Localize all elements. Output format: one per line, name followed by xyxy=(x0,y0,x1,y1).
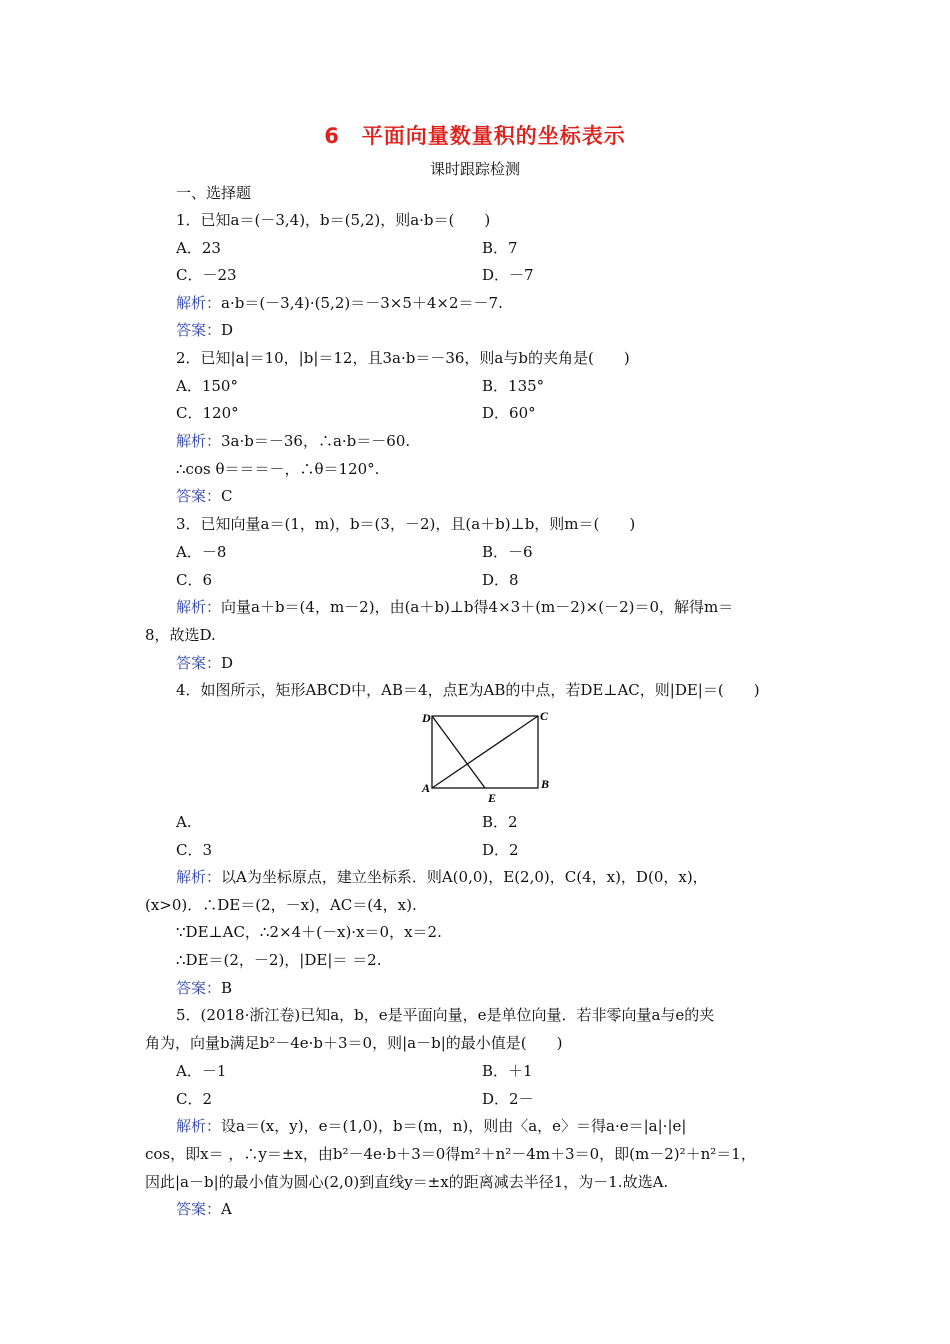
q3-solution xyxy=(176,597,733,617)
q1-option-d: D．－7 xyxy=(482,266,534,284)
q4-answer-value: B xyxy=(221,979,233,997)
page-subtitle: 课时跟踪检测 xyxy=(429,160,520,178)
q4-solution xyxy=(176,867,708,887)
q4-option-c: C．3 xyxy=(176,841,213,859)
q5-option-b: B．＋1 xyxy=(482,1062,533,1080)
q5-stem-line2: 角为，向量b满足b²－4e·b＋3＝0，则|a－b|的最小值是( ) xyxy=(145,1034,563,1052)
q5-stem: 5．(2018·浙江卷)已知a，b，e是平面向量，e是单位向量．若非零向量a与e的夹 xyxy=(176,1006,715,1024)
q5-solution-line3: 因此|a－b|的最小值为圆心(2,0)到直线y＝±x的距离减去半径1，为－1.故选A. xyxy=(145,1173,669,1191)
q3-option-b: B．－6 xyxy=(482,543,533,561)
answer-label: 答案： xyxy=(176,487,222,505)
q1-answer xyxy=(176,320,233,340)
q1-solution-text: a·b＝(－3,4)·(5,2)＝－3×5＋4×2＝－7. xyxy=(221,294,503,312)
q5-option-d: D．2－ xyxy=(482,1090,534,1108)
section-heading: 一、选择题 xyxy=(176,184,252,202)
answer-label: 答案： xyxy=(176,654,222,672)
q2-option-c: C．120° xyxy=(176,404,239,422)
q3-solution-text: 向量a＋b＝(4，m－2)，由(a＋b)⊥b得4×3＋(m－2)×(－2)＝0，解得m＝ xyxy=(221,598,734,616)
q3-stem: 3．已知向量a＝(1，m)，b＝(3，－2)，且(a＋b)⊥b，则m＝( ) xyxy=(176,515,636,533)
q4-solution-line2: (x>0)．∴DE＝(2，－x)，AC＝(4，x). xyxy=(145,896,417,914)
q4-option-d: D．2 xyxy=(482,841,519,859)
q1-stem: 1．已知a＝(－3,4)，b＝(5,2)，则a·b＝( ) xyxy=(176,211,491,229)
q1-solution xyxy=(176,293,503,313)
q2-solution xyxy=(176,431,410,451)
q1-option-b: B．7 xyxy=(482,239,518,257)
q3-option-d: D．8 xyxy=(482,571,519,589)
q4-answer xyxy=(176,978,232,998)
q4-solution-text: 以A为坐标原点，建立坐标系．则A(0,0)，E(2,0)，C(4，x)，D(0，x)， xyxy=(221,868,708,886)
page-title: 6 平面向量数量积的坐标表示 xyxy=(324,124,626,148)
q2-answer xyxy=(176,486,233,506)
q5-answer-value: A xyxy=(221,1200,232,1218)
vertex-label-d: D xyxy=(422,711,431,725)
q5-answer xyxy=(176,1199,232,1219)
q2-stem: 2．已知|a|＝10，|b|＝12，且3a·b＝－36，则a与b的夹角是( ) xyxy=(176,349,630,367)
q3-option-a: A．－8 xyxy=(176,543,227,561)
vertex-label-a: A xyxy=(422,781,431,795)
solution-label: 解析： xyxy=(176,432,222,450)
answer-label: 答案： xyxy=(176,1200,222,1218)
q4-option-a: A. xyxy=(176,813,192,831)
diagonal-ac xyxy=(432,716,538,788)
q1-option-a: A．23 xyxy=(176,239,221,257)
q5-option-c: C．2 xyxy=(176,1090,213,1108)
q3-answer xyxy=(176,653,233,673)
q1-answer-value: D xyxy=(221,321,234,339)
solution-label: 解析： xyxy=(176,1117,222,1135)
vertex-label-c: C xyxy=(540,709,549,723)
vertex-label-b: B xyxy=(541,777,550,791)
rectangle-figure xyxy=(420,706,560,806)
answer-label: 答案： xyxy=(176,321,222,339)
q4-solution-line4: ∴DE＝(2，－2)，|DE|＝ ＝2. xyxy=(176,951,382,969)
q4-option-b: B．2 xyxy=(482,813,518,831)
q4-stem: 4．如图所示，矩形ABCD中，AB＝4，点E为AB的中点，若DE⊥AC，则|DE|＝( ) xyxy=(176,681,760,699)
solution-label: 解析： xyxy=(176,598,222,616)
q5-solution-text: 设a＝(x，y)，e＝(1,0)，b＝(m，n)，则由〈a，e〉＝得a·e＝|a|·|e| xyxy=(221,1117,687,1135)
q4-solution-line3: ∵DE⊥AC，∴2×4＋(－x)·x＝0，x＝2. xyxy=(176,923,442,941)
q2-option-b: B．135° xyxy=(482,377,545,395)
q5-solution xyxy=(176,1116,686,1136)
vertex-label-e: E xyxy=(488,791,497,805)
q3-solution-line2: 8，故选D. xyxy=(145,626,216,644)
q2-option-d: D．60° xyxy=(482,404,536,422)
q5-option-a: A．－1 xyxy=(176,1062,227,1080)
q1-option-c: C．－23 xyxy=(176,266,237,284)
q3-option-c: C．6 xyxy=(176,571,213,589)
segment-de xyxy=(432,716,485,788)
solution-label: 解析： xyxy=(176,294,222,312)
q3-answer-value: D xyxy=(221,654,234,672)
q2-solution-text: 3a·b＝－36，∴a·b＝－60. xyxy=(221,432,411,450)
q5-solution-line2: cos，即x＝ ，∴y＝±x，由b²－4e·b＋3＝0得m²＋n²－4m＋3＝0，即(m－2)²＋n²＝1， xyxy=(145,1145,756,1163)
answer-label: 答案： xyxy=(176,979,222,997)
q2-solution-line2: ∴cos θ＝＝＝－，∴θ＝120°. xyxy=(176,460,380,478)
solution-label: 解析： xyxy=(176,868,222,886)
q2-answer-value: C xyxy=(221,487,233,505)
q2-option-a: A．150° xyxy=(176,377,238,395)
